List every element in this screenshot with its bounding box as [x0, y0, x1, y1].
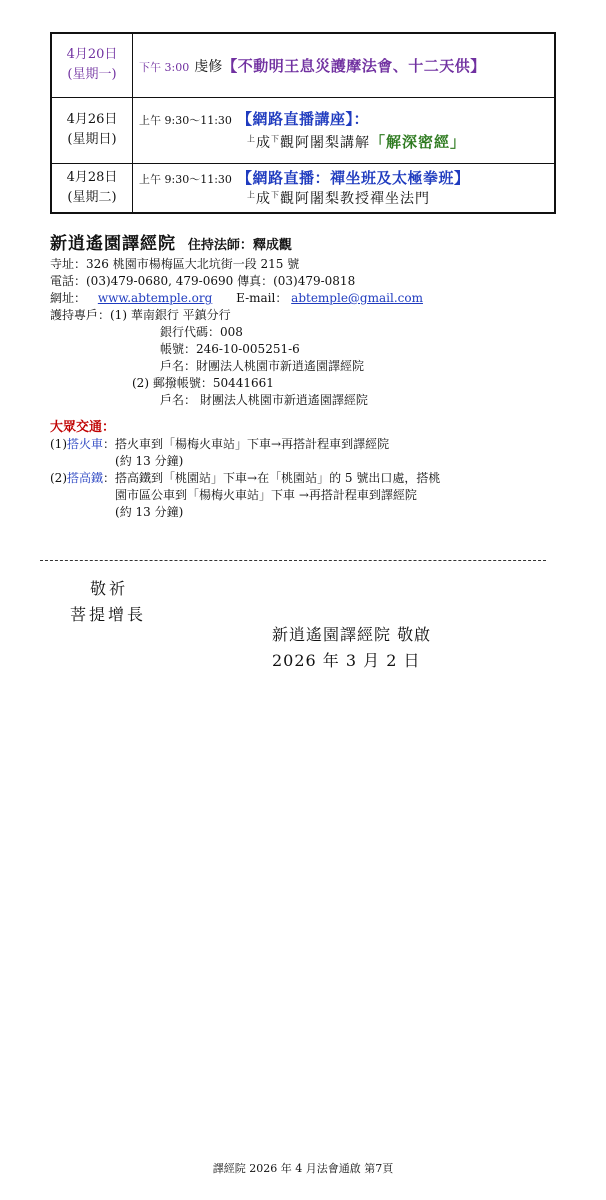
sutra-title: 「解深密經」	[370, 133, 467, 151]
closing-line2: 菩提增長	[70, 605, 147, 624]
date: 4月20日	[66, 47, 118, 63]
name-char: 成	[256, 191, 271, 208]
date-cell	[51, 163, 133, 213]
name-char: 成	[256, 135, 271, 151]
transport-note: (約 13 分鐘)	[115, 505, 184, 519]
transport-item	[50, 470, 570, 521]
transport-mode: 搭火車	[67, 437, 104, 451]
date: 4月26日	[66, 112, 118, 127]
transport-title: 大眾交通：	[50, 420, 116, 435]
schedule-row	[51, 33, 555, 97]
email-link[interactable]: abtemple@gmail.com	[291, 291, 423, 305]
transport-text: 搭火車到「楊梅火車站」下車→再搭計程車到譯經院	[115, 437, 390, 451]
prefix: 虔修	[194, 58, 223, 75]
account-label: 護持專戶：(1) 華南銀行 平鎮分行	[50, 308, 231, 322]
schedule-table	[50, 32, 556, 214]
time: 上午 9:30～11:30	[139, 173, 232, 187]
transport-num: (1)	[50, 437, 67, 451]
weekday: (星期日)	[67, 132, 117, 147]
colon: ：	[103, 437, 116, 451]
temple-name: 新逍遙園譯經院	[50, 234, 176, 254]
phone: 電話：(03)479-0680, 479-0690 傳真：(03)479-0818	[50, 274, 356, 288]
page-footer: 譯經院 2026 年 4 月法會通啟 第7頁	[212, 1162, 394, 1175]
date: 4月28日	[66, 169, 118, 185]
postal-account: (2) 郵撥帳號：50441661	[132, 376, 274, 390]
weekday: (星期一)	[67, 67, 117, 83]
honorific-mark: 上	[247, 134, 256, 144]
honorific-mark: 下	[271, 190, 280, 200]
date-cell	[51, 97, 133, 163]
closing-line1: 敬祈	[90, 579, 129, 598]
schedule-row	[51, 97, 555, 163]
schedule-row	[51, 163, 555, 213]
website-link[interactable]: www.abtemple.org	[97, 291, 213, 305]
temple-info	[50, 236, 570, 521]
event-title: 【網路直播講座】：	[237, 110, 370, 128]
bank-code: 銀行代碼：008	[160, 325, 243, 339]
transport-text: 搭高鐵到「桃園站」下車→在「桃園站」的 5 號出口處，搭桃	[115, 471, 441, 485]
account-name: 戶名：財團法人桃園市新逍遙園譯經院	[160, 359, 365, 373]
transport-item	[50, 436, 570, 470]
closing-date: 2026 年 3 月 2 日	[272, 651, 421, 670]
honorific-mark: 上	[247, 190, 256, 200]
teacher-text: 觀阿闍梨講解	[280, 135, 370, 151]
postal-name: 戶名： 財團法人桃園市新逍遙園譯經院	[160, 393, 368, 407]
cut-line	[40, 560, 546, 561]
teacher-text: 觀阿闍梨教授禪坐法門	[280, 191, 430, 208]
transport-num: (2)	[50, 471, 67, 485]
time: 下午 3:00	[139, 60, 190, 74]
event-title: 【不動明王息災護摩法會、十二天供】	[222, 56, 486, 75]
sender: 新逍遙園譯經院 敬啟	[272, 625, 432, 644]
event-cell	[133, 163, 556, 213]
web-label: 網址：	[50, 291, 87, 305]
account-number: 帳號：246-10-005251-6	[160, 342, 300, 356]
email-label: E-mail：	[236, 291, 288, 305]
weekday: (星期二)	[67, 189, 117, 205]
colon: ：	[103, 471, 116, 485]
transport-note: (約 13 分鐘)	[115, 454, 184, 468]
transport-mode: 搭高鐵	[67, 471, 104, 485]
date-cell	[51, 33, 133, 97]
event-title: 【網路直播：禪坐班及太極拳班】	[237, 169, 470, 188]
time: 上午 9:30～11:30	[139, 114, 232, 127]
transport-text: 園市區公車到「楊梅火車站」下車 →再搭計程車到譯經院	[115, 488, 417, 502]
abbot: 住持法師：釋成觀	[187, 238, 292, 253]
event-cell	[133, 33, 556, 97]
honorific-mark: 下	[271, 134, 280, 144]
address: 寺址：326 桃園市楊梅區大北坑街一段 215 號	[50, 257, 300, 271]
event-cell	[133, 97, 556, 163]
